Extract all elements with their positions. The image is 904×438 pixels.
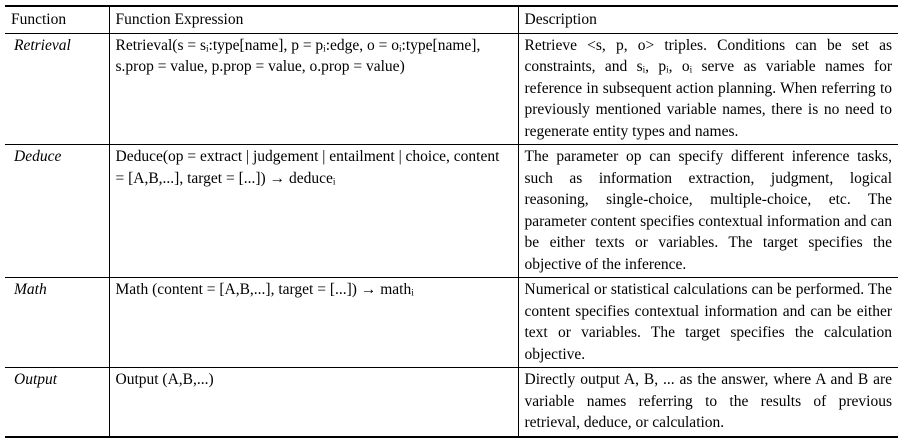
header-description: Description — [524, 11, 597, 28]
row-description-deduce: The parameter op can specify different inference tasks, such as information extraction, judgment, logical reasoning, single-choice, multiple-choice, etc. The parameter content specifies contextual information and can be either texts or variables. The target specifies the objective of the inference. — [524, 148, 892, 273]
row-function-retrieval: Retrieval — [5, 33, 109, 145]
row-expression-output: Output (A,B,...) — [109, 368, 518, 437]
header-row — [5, 6, 898, 33]
function-table — [5, 5, 898, 438]
header-expression: Function Expression — [109, 6, 518, 33]
row-expression-math: Math (content = [A,B,...], target = [...]) → mathᵢ — [109, 278, 518, 368]
row-function-deduce: Deduce — [5, 145, 109, 278]
row-function-output: Output — [5, 368, 109, 437]
row-description-math: Numerical or statistical calculations can be performed. The content specifies contextual information and can be either text or variables. The target specifies the calculation objective. — [524, 281, 892, 363]
row-description-output: Directly output A, B, ... as the answer, where A and B are variable names referring to the results of previous retrieval, deduce, or calculation. — [524, 371, 892, 431]
header-function: Function — [5, 6, 109, 33]
row-expression-retrieval: Retrieval(s = sᵢ:type[name], p = pᵢ:edge, o = oᵢ:type[name], s.prop = value, p.prop = value, o.prop = value) — [109, 33, 518, 145]
row-expression-deduce: Deduce(op = extract | judgement | entailment | choice, content = [A,B,...], target = [...]) → deduceᵢ — [109, 145, 518, 278]
table-row — [5, 33, 898, 145]
row-description-retrieval: Retrieve <s, p, o> triples. Conditions can be set as constraints, and sᵢ, pᵢ, oᵢ serve as variable names for reference in subsequent action planning. When referring to previously mentioned variable names, there is no need to regenerate entity types and names. — [524, 36, 892, 140]
table-row — [5, 278, 898, 368]
table-row — [5, 145, 898, 278]
table-row — [5, 368, 898, 437]
row-function-math: Math — [5, 278, 109, 368]
